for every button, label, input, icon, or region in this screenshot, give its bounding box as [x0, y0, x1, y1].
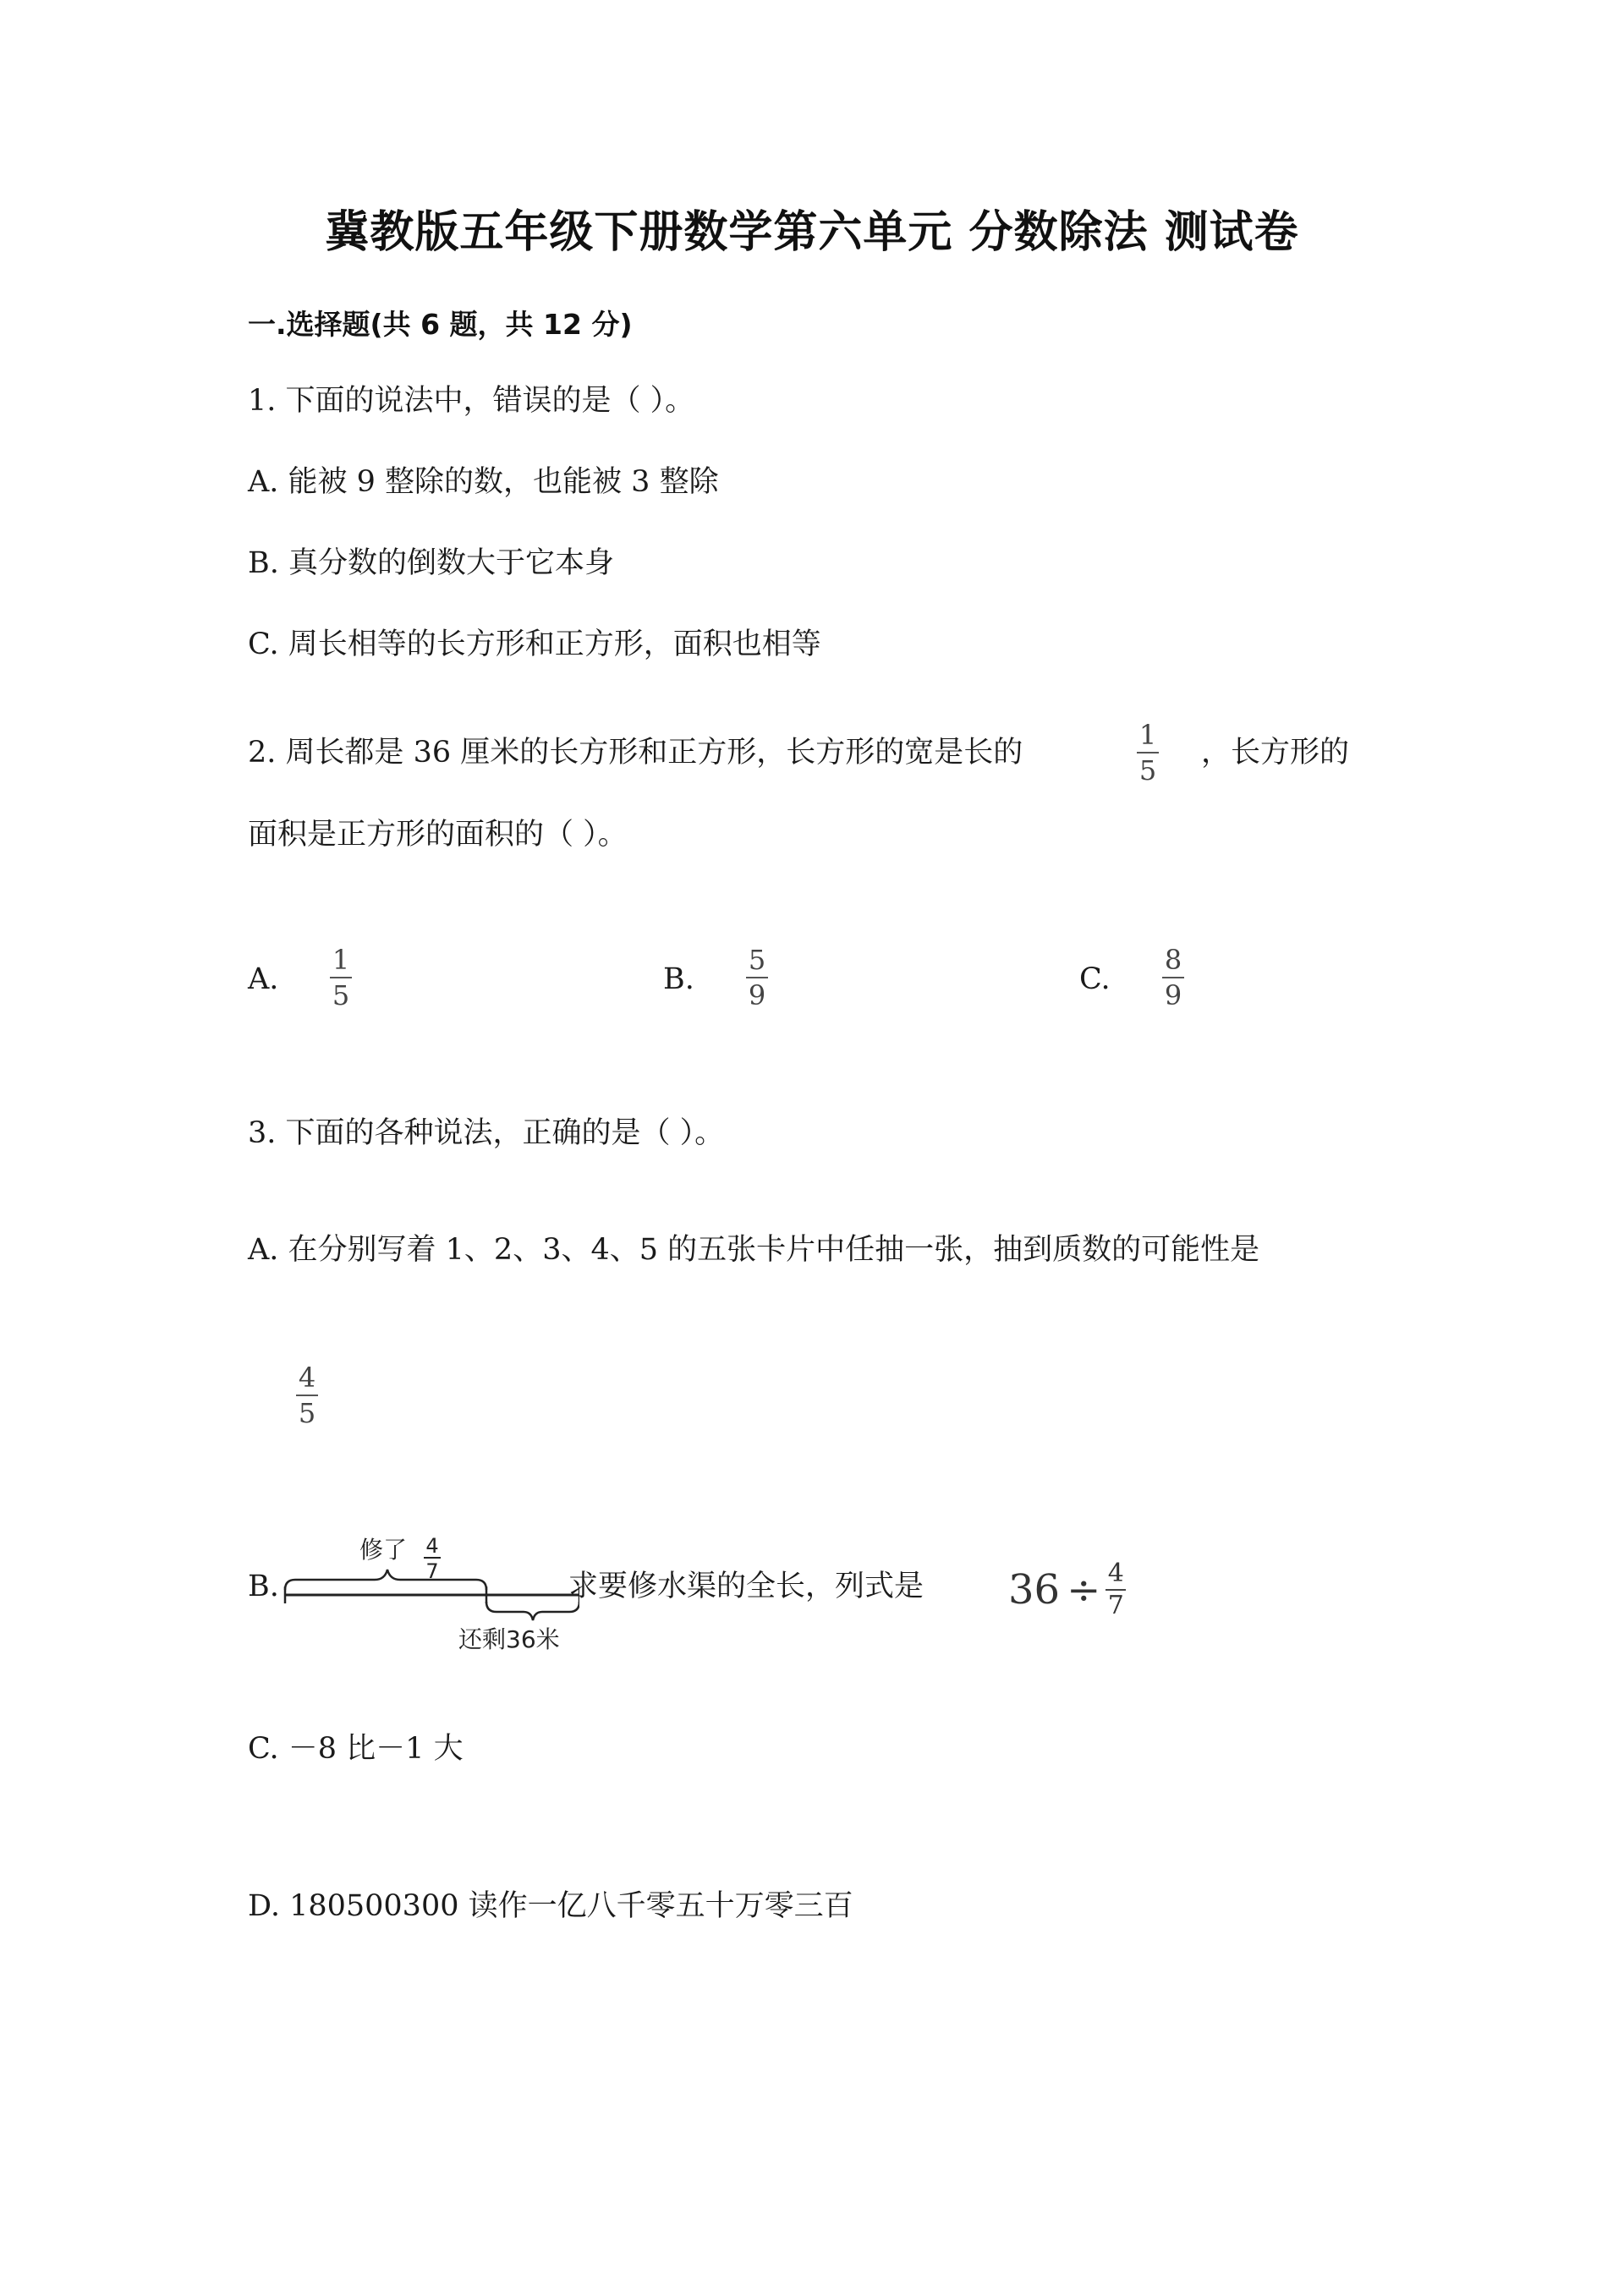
- fraction-numerator: 8: [1164, 944, 1182, 976]
- q3-option-a-fraction: [296, 1363, 318, 1427]
- q2-option-c-label: C.: [1079, 962, 1111, 996]
- canal-diagram: [275, 1531, 579, 1658]
- fraction-numerator: 1: [332, 944, 350, 976]
- diagram-bottom-label: 还剩36米: [458, 1625, 560, 1653]
- fraction-numerator: 4: [298, 1362, 316, 1394]
- fraction-denominator: 9: [748, 979, 766, 1011]
- q3-option-d: D. 180500300 读作一亿八千零五十万零三百: [248, 1889, 853, 1923]
- q2-option-a-label: A.: [248, 962, 279, 996]
- expression-fraction: [1106, 1560, 1126, 1619]
- fraction-denominator: 5: [298, 1397, 316, 1429]
- q2-stem-line2: 面积是正方形的面积的（ ）。: [248, 818, 628, 852]
- q3-option-b-expression: [1008, 1560, 1126, 1619]
- expression-operator: ÷: [1067, 1566, 1101, 1614]
- fraction-denominator: 5: [332, 979, 350, 1011]
- q1-stem: 1. 下面的说法中，错误的是（ ）。: [248, 384, 695, 418]
- q3-option-b-text: 求要修水渠的全长，列式是: [568, 1570, 924, 1603]
- section-heading: 一.选择题(共 6 题，共 12 分): [248, 308, 633, 341]
- q1-option-b: B. 真分数的倒数大于它本身: [248, 546, 614, 580]
- page-title: 冀教版五年级下册数学第六单元 分数除法 测试卷: [325, 207, 1299, 258]
- q1-option-a: A. 能被 9 整除的数，也能被 3 整除: [248, 465, 719, 499]
- q2-stem-part2: ，长方形的: [1201, 736, 1350, 770]
- q2-option-c-fraction: [1162, 945, 1184, 1010]
- q3-stem: 3. 下面的各种说法，正确的是（ ）。: [248, 1116, 725, 1150]
- expression-whole: 36: [1008, 1566, 1061, 1614]
- q2-option-b-fraction: [746, 945, 768, 1010]
- fraction-bar: [296, 1395, 318, 1396]
- diagram-top-brace: [285, 1570, 486, 1590]
- fraction-bar: [1162, 977, 1184, 978]
- diagram-bottom-brace: [486, 1602, 579, 1620]
- diagram-top-label: 修了: [359, 1536, 408, 1564]
- q2-option-b-label: B.: [663, 962, 694, 996]
- fraction-bar: [746, 977, 768, 978]
- fraction-numerator: 4: [1107, 1559, 1124, 1588]
- q3-option-b-label: B.: [248, 1570, 279, 1603]
- q1-option-c: C. 周长相等的长方形和正方形，面积也相等: [248, 627, 821, 661]
- q3-option-a: A. 在分别写着 1、2、3、4、5 的五张卡片中任抽一张，抽到质数的可能性是: [248, 1233, 1260, 1267]
- fraction-bar: [330, 977, 352, 978]
- fraction-numerator: 5: [748, 944, 766, 976]
- q3-option-c: C. －8 比－1 大: [248, 1732, 464, 1766]
- fraction-denominator: 7: [1107, 1591, 1124, 1620]
- diagram-top-numerator: 4: [425, 1534, 439, 1558]
- fraction-denominator: 9: [1164, 979, 1182, 1011]
- fraction-numerator: 1: [1138, 719, 1157, 751]
- fraction-denominator: 5: [1138, 754, 1157, 786]
- fraction-bar: [1137, 752, 1159, 753]
- q2-stem-fraction: [1137, 721, 1159, 785]
- diagram-top-denominator: 7: [425, 1559, 439, 1583]
- q2-stem-part1: 2. 周长都是 36 厘米的长方形和正方形，长方形的宽是长的: [248, 736, 1023, 770]
- q2-option-a-fraction: [330, 945, 352, 1010]
